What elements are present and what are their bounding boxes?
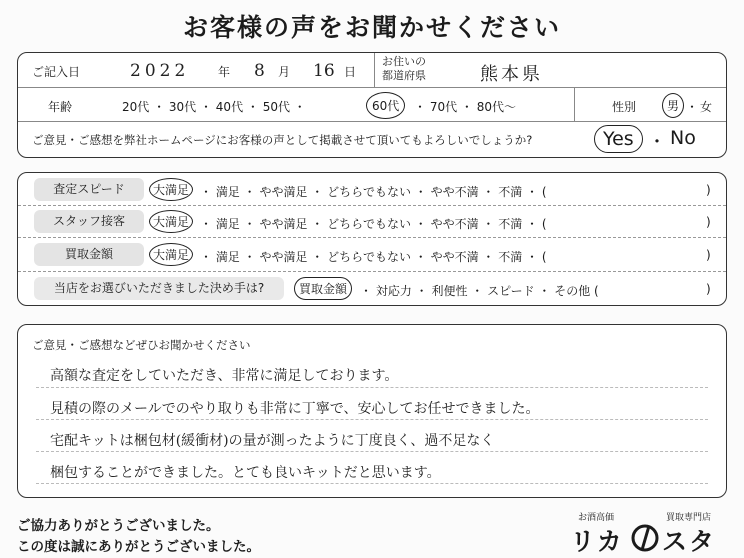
speed-options: ・ 満足 ・ やや満足 ・ どちらでもない ・ やや不満 ・ 不満 ・ (: [200, 185, 547, 199]
decision-selected: 買取金額: [294, 277, 352, 300]
comment-line-3: 宅配キットは梱包材(緩衝材)の量が測ったように丁度良く、過不足なく: [50, 433, 495, 449]
page-title: お客様の声をお聞かせください: [182, 13, 561, 42]
speed-close: ): [706, 183, 711, 197]
address-label-line-2: 都道府県: [382, 69, 426, 82]
consent-no: No: [670, 127, 696, 149]
thanks-line-2: この度は誠にありがとうございました。: [17, 539, 260, 555]
staff-selected: 大満足: [149, 210, 193, 233]
price-options: ・ 満足 ・ やや満足 ・ どちらでもない ・ やや不満 ・ 不満 ・ (: [200, 250, 547, 264]
decision-close: ): [706, 282, 711, 296]
consent-yes: Yes: [594, 125, 643, 153]
brand-small-right: 買取専門店: [666, 513, 712, 523]
speed-selected: 大満足: [149, 178, 193, 201]
date-month: 8: [254, 61, 265, 81]
gender-separator: ・: [686, 100, 699, 114]
thanks-line-1: ご協力ありがとうございました。: [17, 518, 220, 534]
date-day: 16: [313, 61, 335, 81]
day-unit: 日: [344, 65, 357, 79]
gender-other: 女: [700, 100, 713, 114]
year-unit: 年: [218, 65, 231, 79]
address-label: [382, 55, 426, 83]
brand-name-left: リカ: [570, 527, 624, 556]
brand-small-left: お酒高価: [578, 513, 615, 523]
address-label-line-1: お住いの: [382, 55, 426, 68]
survey-box: [17, 172, 727, 306]
brand-logo: [566, 508, 736, 556]
brand-name-right: スタ: [662, 527, 717, 556]
decision-options: ・ 対応力 ・ 利便性 ・ スピード ・ その他 (: [360, 284, 599, 298]
staff-options: ・ 満足 ・ やや満足 ・ どちらでもない ・ やや不満 ・ 不満 ・ (: [200, 217, 547, 231]
comment-line-1: 高額な査定をしていただき、非常に満足しております。: [50, 368, 399, 384]
customer-info-box: [17, 52, 727, 158]
comment-line-2: 見積の際のメールでのやり取りも非常に丁寧で、安心してお任せできました。: [50, 401, 540, 417]
gender-label: 性別: [612, 100, 637, 114]
address-value: 熊本県: [480, 64, 543, 85]
date-year: 2022: [130, 61, 190, 81]
age-selected: 60代: [366, 92, 405, 119]
price-selected: 大満足: [149, 243, 193, 266]
age-label: 年齢: [48, 100, 73, 114]
age-options: 20代 ・ 30代 ・ 40代 ・ 50代 ・: [122, 100, 306, 114]
date-label: ご記入日: [32, 65, 81, 79]
comment-line-4: 梱包することができました。とても良いキットだと思います。: [50, 465, 441, 481]
gender-selected: 男: [662, 93, 684, 118]
consent-question: ご意見・ご感想を弊社ホームページにお客様の声として掲載させて頂いてもよろしいでしょうか?: [32, 133, 533, 147]
survey-label-speed: 査定スピード: [34, 178, 144, 201]
bottle-cap-icon: [630, 523, 660, 553]
consent-separator: ・: [648, 132, 666, 153]
comment-box: [17, 324, 727, 498]
age-options-after: ・ 70代 ・ 80代〜: [414, 100, 516, 114]
survey-label-decision: 当店をお選びいただきました決め手は?: [34, 277, 284, 300]
price-close: ): [706, 248, 711, 262]
month-unit: 月: [278, 65, 291, 79]
survey-label-staff: スタッフ接客: [34, 210, 144, 233]
survey-label-price: 買取金額: [34, 243, 144, 266]
comment-label: ご意見・ご感想などぜひお聞かせください: [32, 338, 251, 352]
staff-close: ): [706, 215, 711, 229]
